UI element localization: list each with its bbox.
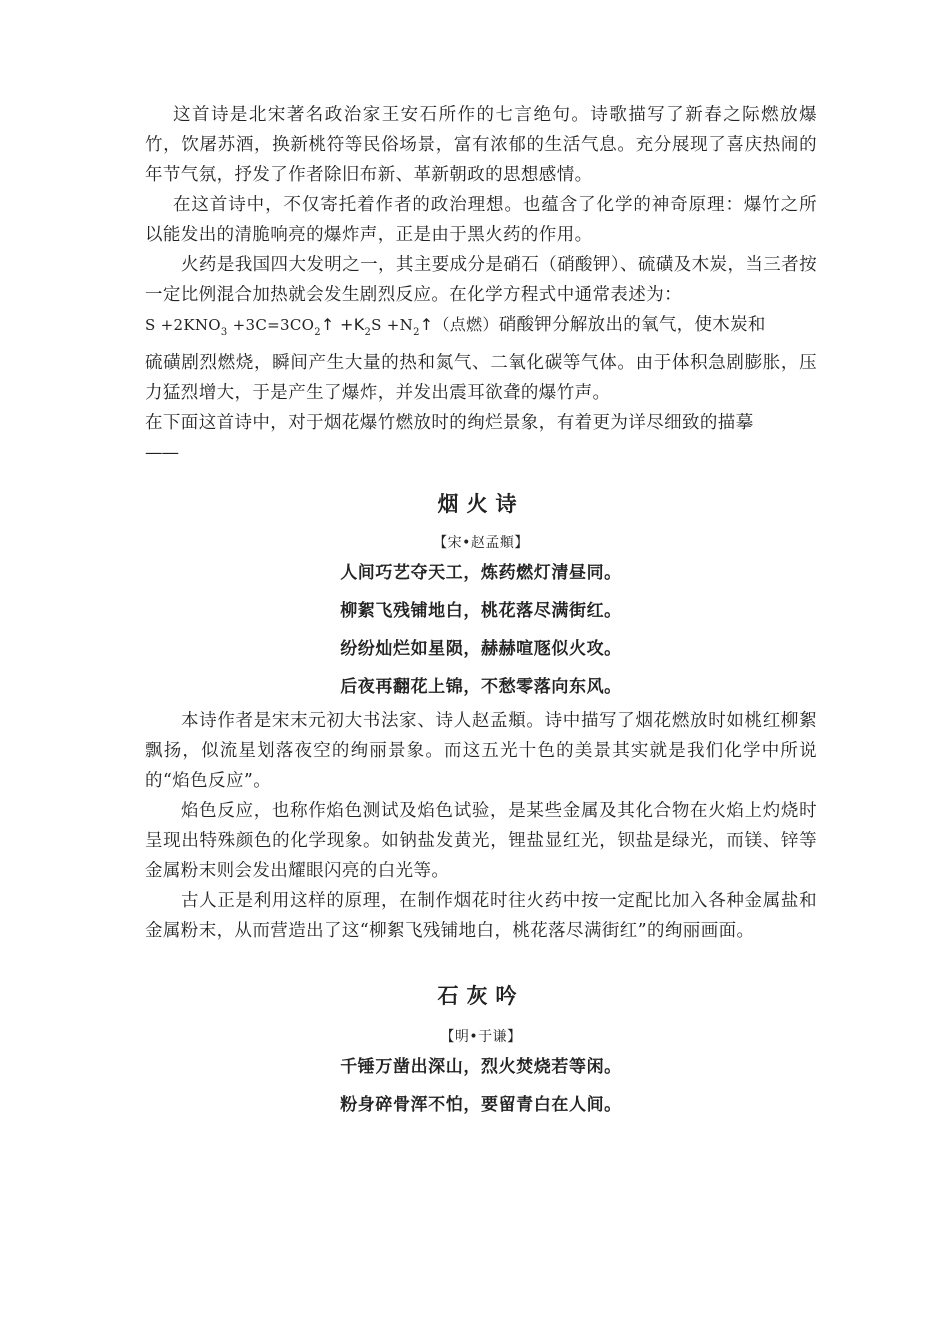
equation-part-3: ↑ +K [320, 315, 365, 334]
document-page [145, 100, 817, 1124]
equation-part-1: S +2KNO [145, 316, 221, 334]
intro-paragraph-5: 在下面这首诗中，对于烟花爆竹燃放时的绚烂景象，有着更为详尽细致的描摹 [145, 413, 754, 433]
equation-subscript: 2 [364, 327, 372, 338]
chemical-equation-line [145, 310, 817, 348]
equation-part-4: S +N [371, 316, 414, 334]
poem-line: 柳絮飞残铺地白，桃花落尽满街红。 [340, 601, 622, 621]
poem-title-yanhuo: 烟火诗 [437, 492, 525, 516]
equation-subscript: 2 [413, 327, 420, 338]
equation-trailing-text: 硝酸钾分解放出的氧气，使木炭和 [498, 315, 766, 335]
intro-paragraph-2: 在这首诗中，不仅寄托着作者的政治理想。也蕴含了化学的神奇原理：爆竹之所以能发出的清脆响亮的爆炸声，正是由于黑火药的作用。 [145, 195, 817, 245]
equation-subscript: 2 [314, 327, 321, 338]
poem-line: 粉身碎骨浑不怕，要留青白在人间。 [340, 1095, 622, 1115]
poem-author-yu: 【明•于谦】 [440, 1029, 522, 1045]
poem-line: 人间巧艺夺天工，炼药燃灯清昼同。 [340, 563, 622, 583]
body-paragraph-3: 古人正是利用这样的原理，在制作烟花时往火药中按一定配比加入各种金属盐和金属粉末，从而营造出了这“柳絮飞残铺地白，桃花落尽满街红”的绚丽画面。 [145, 891, 817, 941]
poem-line: 纷纷灿烂如星陨，赫赫喧豗似火攻。 [340, 639, 622, 659]
equation-part-2: +3C=3CO [227, 316, 315, 334]
poem-author-zhao: 【宋•赵孟頫】 [433, 535, 529, 551]
poem-line: 千锤万凿出深山，烈火焚烧若等闲。 [340, 1057, 622, 1077]
equation-part-5: ↑（点燃） [419, 315, 499, 334]
intro-paragraph-3: 火药是我国四大发明之一，其主要成分是硝石（硝酸钾）、硫磺及木炭，当三者按一定比例混合加热就会发生剧烈反应。在化学方程式中通常表述为： [145, 255, 817, 305]
dash-line: —— [145, 443, 178, 463]
body-paragraph-1: 本诗作者是宋末元初大书法家、诗人赵孟頫。诗中描写了烟花燃放时如桃红柳絮飘扬，似流星划落夜空的绚丽景象。而这五光十色的美景其实就是我们化学中所说的“焰色反应”。 [145, 711, 817, 791]
intro-paragraph-1: 这首诗是北宋著名政治家王安石所作的七言绝句。诗歌描写了新春之际燃放爆竹，饮屠苏酒，换新桃符等民俗场景，富有浓郁的生活气息。充分展现了喜庆热闹的年节气氛，抒发了作者除旧布新、革新朝政的思想感情。 [145, 105, 817, 185]
poem-title-shihui: 石灰吟 [437, 984, 525, 1008]
poem-line: 后夜再翻花上锦，不愁零落向东风。 [340, 677, 622, 697]
equation-subscript: 3 [220, 327, 228, 338]
intro-paragraph-4: 硫磺剧烈燃烧，瞬间产生大量的热和氮气、二氧化碳等气体。由于体积急剧膨胀，压力猛烈增大，于是产生了爆炸，并发出震耳欲聋的爆竹声。 [145, 353, 817, 403]
body-paragraph-2: 焰色反应，也称作焰色测试及焰色试验，是某些金属及其化合物在火焰上灼烧时呈现出特殊颜色的化学现象。如钠盐发黄光，锂盐显红光，钡盐是绿光，而镁、锌等金属粉末则会发出耀眼闪亮的白光等。 [145, 801, 817, 881]
